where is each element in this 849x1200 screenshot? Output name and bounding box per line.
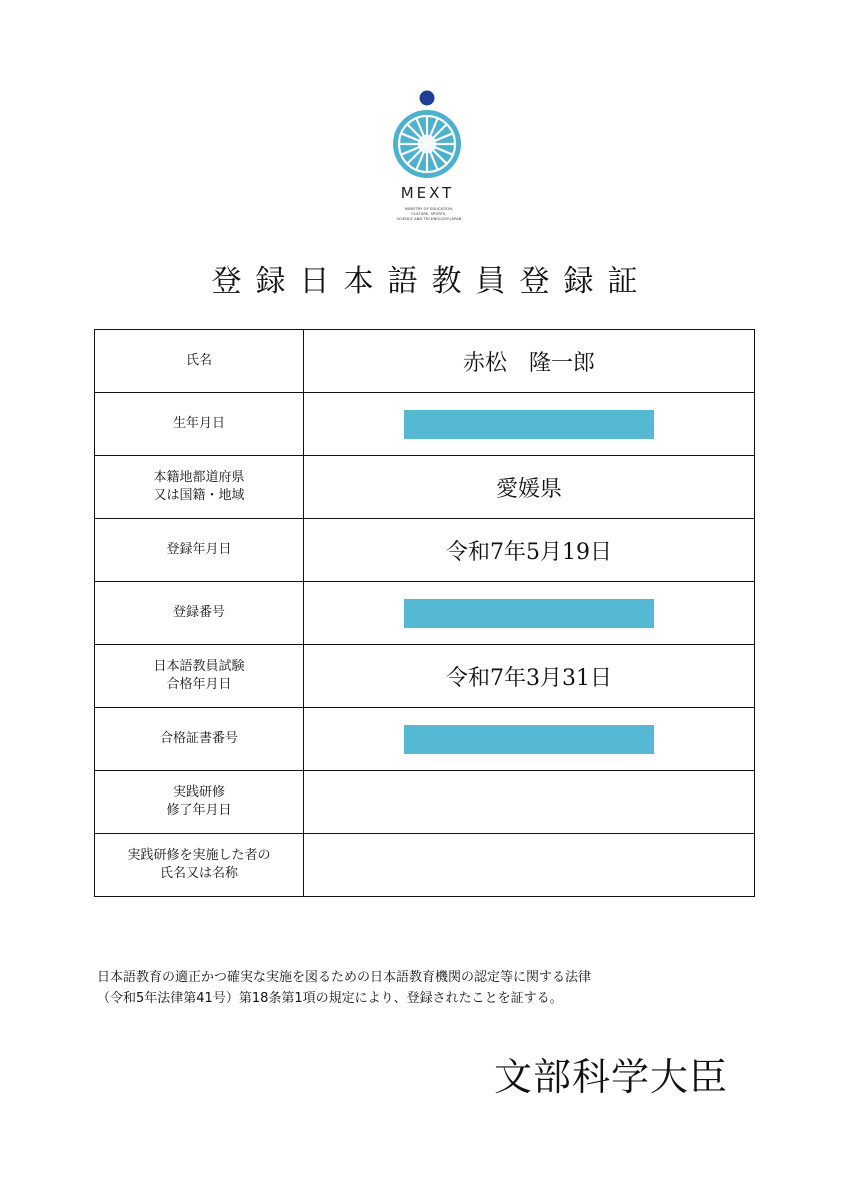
- logo-wordmark: MEXT: [400, 184, 455, 202]
- field-value: [304, 708, 755, 771]
- table-row: [95, 519, 755, 582]
- field-label-line: 登録年月日: [166, 542, 232, 557]
- legal-statement: [97, 967, 747, 1009]
- table-row: [95, 645, 755, 708]
- table-row: [95, 393, 755, 456]
- table-row: [95, 456, 755, 519]
- field-value-text: 愛媛県: [495, 476, 562, 502]
- field-label-line: 氏名: [185, 353, 212, 368]
- field-label-line: 本籍地都道府県: [153, 470, 245, 485]
- field-value: [304, 645, 755, 708]
- field-value: [304, 771, 755, 834]
- certificate-title: 登録日本語教員登録証: [211, 264, 652, 299]
- registration-table: [94, 329, 755, 897]
- field-label-line: 合格年月日: [166, 677, 232, 692]
- field-label: [95, 771, 304, 834]
- statement-line: 日本語教育の適正かつ確実な実施を図るための日本語教育機関の認定等に関する法律: [97, 970, 592, 985]
- table-row: [95, 834, 755, 897]
- field-value: [304, 519, 755, 582]
- table-row: [95, 771, 755, 834]
- field-label: [95, 393, 304, 456]
- field-label-line: 登録番号: [172, 605, 225, 620]
- field-label-line: 氏名又は名称: [159, 866, 238, 881]
- field-label: [95, 519, 304, 582]
- field-label: [95, 330, 304, 393]
- field-value: [304, 330, 755, 393]
- field-label-line: 実践研修: [172, 785, 225, 800]
- field-label-line: 合格証書番号: [159, 731, 238, 746]
- field-label: [95, 456, 304, 519]
- field-value-text: 令和7年3月31日: [446, 665, 612, 691]
- field-label: [95, 582, 304, 645]
- table-row: [95, 708, 755, 771]
- field-label-line: 修了年月日: [166, 803, 232, 818]
- redaction-bar: [404, 599, 654, 628]
- field-label-line: 又は国籍・地域: [153, 488, 245, 503]
- logo-subtitle: MINISTRY OF EDUCATION, CULTURE, SPORTS, SCIENCE AND TECHNOLOGY-JAPAN: [396, 207, 462, 221]
- field-value: [304, 834, 755, 897]
- field-label: [95, 645, 304, 708]
- field-label-line: 日本語教員試験: [153, 659, 245, 674]
- redaction-bar: [404, 725, 654, 754]
- field-label: [95, 834, 304, 897]
- table-row: [95, 582, 755, 645]
- statement-line: （令和5年法律第41号）第18条第1項の規定により、登録されたことを証する。: [97, 991, 563, 1006]
- field-value-text: 令和7年5月19日: [446, 539, 612, 565]
- mext-emblem-icon: [380, 86, 475, 182]
- field-label-line: 生年月日: [172, 416, 225, 431]
- field-value: [304, 582, 755, 645]
- mext-logo: [380, 86, 475, 236]
- redaction-bar: [404, 410, 654, 439]
- field-value-text: 赤松 隆一郎: [462, 350, 595, 376]
- table-row: [95, 330, 755, 393]
- field-label-line: 実践研修を実施した者の: [127, 848, 271, 863]
- field-value: [304, 393, 755, 456]
- field-value: [304, 456, 755, 519]
- field-label: [95, 708, 304, 771]
- issuer-name: 文部科学大臣: [494, 1055, 729, 1099]
